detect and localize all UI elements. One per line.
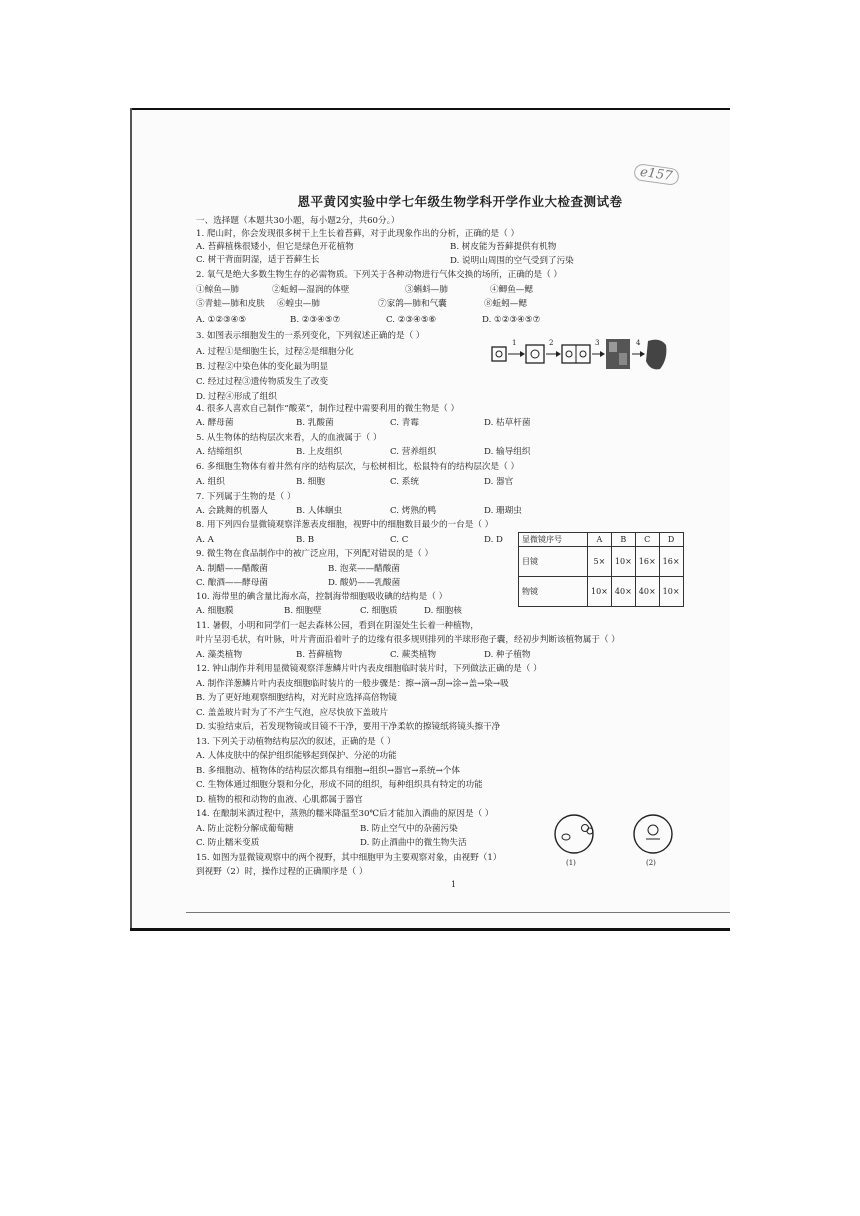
q12-option-a: A. 制作洋葱鳞片叶内表皮细胞临时装片的一般步骤是：擦→滴→刮→涂→盖→染→吸 <box>196 679 509 689</box>
q14-option-b: B. 防止空气中的杂菌污染 <box>360 824 458 834</box>
table-header-cell: D <box>659 533 683 547</box>
q2-item-1: ①鲸鱼—肺 <box>196 285 239 295</box>
q10-option-d: D. 细胞核 <box>424 606 462 616</box>
q5-option-c: C. 营养组织 <box>390 447 437 457</box>
question-4: 4. 很多人喜欢自己制作“酸菜”，制作过程中需要利用的微生物是（ ） <box>196 404 460 414</box>
q12-option-c: C. 盖盖玻片时为了不产生气泡，应尽快放下盖玻片 <box>196 708 389 718</box>
question-7: 7. 下列属于生物的是（ ） <box>196 492 296 502</box>
table-cell: 16× <box>659 547 683 577</box>
q13-option-b: B. 多细胞动、植物体的结构层次都具有细胞→组织→器官→系统→个体 <box>196 766 461 776</box>
question-15: 15. 如图为显微镜观察中的两个视野，其中细胞甲为主要观察对象，由视野（1） <box>196 853 502 863</box>
q14-option-a: A. 防止淀粉分解成葡萄糖 <box>196 824 294 834</box>
question-14: 14. 在酿制米酒过程中，蒸熟的糯米降温至30℃后才能加入酒曲的原因是（ ） <box>196 809 494 819</box>
q8-option-b: B. B <box>296 535 315 545</box>
fov-label-2: (2) <box>646 859 656 867</box>
q2-option-d: D. ①②③④⑤⑦ <box>482 315 541 325</box>
q11-option-b: B. 苔藓植物 <box>296 650 343 660</box>
field-of-view-1 <box>552 812 596 856</box>
q4-option-c: C. 青霉 <box>390 418 419 428</box>
q4-option-d: D. 枯草杆菌 <box>484 418 531 428</box>
q3-option-c: C. 经过过程③遗传物质发生了改变 <box>196 377 329 387</box>
q7-option-b: B. 人体蛔虫 <box>296 506 343 516</box>
table-cell: 10× <box>588 577 612 607</box>
q12-option-d: D. 实验结束后，若发现物镜或目镜不干净，要用干净柔软的擦镜纸将镜头擦干净 <box>196 722 501 732</box>
question-3: 3. 如图表示细胞发生的一系列变化，下列叙述正确的是（ ） <box>196 331 425 341</box>
q3-option-b: B. 过程②中染色体的变化最为明显 <box>196 362 329 372</box>
q9-option-a: A. 制醋——醋酸菌 <box>196 564 268 574</box>
q10-option-a: A. 细胞膜 <box>196 606 234 616</box>
q8-option-a: A. A <box>196 535 214 545</box>
fig-label-1: 1 <box>512 339 517 347</box>
q5-option-a: A. 结缔组织 <box>196 447 243 457</box>
q8-option-c: C. C <box>390 535 409 545</box>
q5-option-b: B. 上皮组织 <box>296 447 343 457</box>
q2-item-6: ⑥蝗虫—肺 <box>277 299 320 309</box>
question-9: 9. 微生物在食品制作中的被广泛应用，下列配对错误的是（ ） <box>196 549 434 559</box>
q1-option-d: D. 说明山周围的空气受到了污染 <box>450 256 574 266</box>
q10-option-c: C. 细胞质 <box>360 606 398 616</box>
question-5: 5. 从生物体的结构层次来看，人的血液属于（ ） <box>196 433 382 443</box>
table-row <box>519 547 684 577</box>
table-row <box>519 577 684 607</box>
table-header-cell: B <box>611 533 635 547</box>
handwritten-code: e157 <box>633 163 679 186</box>
q6-option-d: D. 器官 <box>484 477 514 487</box>
q1-option-c: C. 树干背面阴湿，适于苔藓生长 <box>196 255 320 265</box>
paper-bottom-edge <box>130 928 730 931</box>
q8-option-d: D. D <box>484 535 503 545</box>
fig-label-4: 4 <box>636 339 641 347</box>
q7-option-c: C. 烤熟的鸭 <box>390 506 437 516</box>
q1-option-b: B. 树皮能为苔藓提供有机物 <box>450 242 557 252</box>
q2-option-b: B. ②③④⑤⑦ <box>290 315 341 325</box>
field-of-view-2 <box>631 812 675 856</box>
q6-option-a: A. 组织 <box>196 477 225 487</box>
fov-label-1: (1) <box>566 859 576 867</box>
q2-item-3: ③蝌蚪—肺 <box>405 285 448 295</box>
question-15-cont: 到视野（2）时，操作过程的正确顺序是（ ） <box>196 867 368 877</box>
question-13: 13. 下列关于动植物结构层次的叙述，正确的是（ ） <box>196 737 396 747</box>
q14-option-c: C. 防止糯米变质 <box>196 838 260 848</box>
table-cell: 5× <box>588 547 612 577</box>
table-cell: 10× <box>611 547 635 577</box>
q7-option-a: A. 会跳舞的机器人 <box>196 506 268 516</box>
table-header-cell: 显微镜序号 <box>519 533 588 547</box>
q7-option-d: D. 珊瑚虫 <box>484 506 522 516</box>
q2-item-4: ④鲫鱼—鳃 <box>490 285 533 295</box>
q11-option-d: D. 种子植物 <box>484 650 531 660</box>
q3-option-a: A. 过程①是细胞生长，过程②是细胞分化 <box>196 347 354 357</box>
q11-option-a: A. 藻类植物 <box>196 650 243 660</box>
microscope-table <box>518 532 684 607</box>
paper-left-edge <box>130 108 132 930</box>
cell-division-figure <box>490 337 670 373</box>
q13-option-d: D. 植物的根和动物的血液、心肌都属于器官 <box>196 795 363 805</box>
question-11-cont: 叶片呈羽毛状，有叶脉，叶片背面沿着叶子的边缘有很多规则排列的半球形孢子囊，经初步判断该植物属于（ ） <box>196 635 620 645</box>
table-cell: 40× <box>635 577 659 607</box>
q6-option-c: C. 系统 <box>390 477 419 487</box>
table-header-cell: C <box>635 533 659 547</box>
table-header-cell: A <box>588 533 612 547</box>
question-11: 11. 暑假，小明和同学们一起去森林公园，看到在阴湿处生长着一种植物， <box>196 621 479 631</box>
q9-option-d: D. 酸奶——乳酸菌 <box>328 578 401 588</box>
q10-option-b: B. 细胞壁 <box>284 606 322 616</box>
q6-option-b: B. 细胞 <box>296 477 325 487</box>
table-cell: 16× <box>635 547 659 577</box>
q11-option-c: C. 蕨类植物 <box>390 650 437 660</box>
fig-label-3: 3 <box>595 339 600 347</box>
q1-option-a: A. 苔藓植株很矮小，但它是绿色开花植物 <box>196 242 354 252</box>
question-12: 12. 钟山制作并利用显微镜观察洋葱鳞片叶内表皮细胞临时装片时，下列做法正确的是（ ） <box>196 664 542 674</box>
fig-label-2: 2 <box>549 339 554 347</box>
question-1: 1. 爬山时，你会发现很多树干上生长着苔藓，对于此现象作出的分析，正确的是（ ） <box>196 229 520 239</box>
q4-option-b: B. 乳酸菌 <box>296 418 334 428</box>
question-2: 2. 氧气是绝大多数生物生存的必需物质。下列关于各种动物进行气体交换的场所，正确的是（ ） <box>196 270 563 280</box>
table-row-label: 目镜 <box>519 547 588 577</box>
q3-option-d: D. 过程④形成了组织 <box>196 392 277 402</box>
q9-option-c: C. 酿酒——酵母菌 <box>196 578 268 588</box>
table-cell: 40× <box>611 577 635 607</box>
q5-option-d: D. 输导组织 <box>484 447 531 457</box>
table-cell: 10× <box>659 577 683 607</box>
table-row-label: 物镜 <box>519 577 588 607</box>
q4-option-a: A. 酵母菌 <box>196 418 234 428</box>
q2-option-a: A. ①②③④⑤ <box>196 315 247 325</box>
q9-option-b: B. 泡菜——醋酸菌 <box>328 564 400 574</box>
q2-item-7: ⑦家鸽—肺和气囊 <box>378 299 447 309</box>
table-header-row <box>519 533 684 547</box>
section-heading: 一、选择题（本题共30小题，每小题2分，共60分。） <box>196 216 400 226</box>
q14-option-d: D. 防止酒曲中的微生物失活 <box>360 838 467 848</box>
q12-option-b: B. 为了更好地观察细胞结构，对光时应选择高倍物镜 <box>196 693 397 703</box>
q13-option-a: A. 人体皮肤中的保护组织能够起到保护、分泌的功能 <box>196 751 397 761</box>
q2-item-5: ⑤青蛙—肺和皮肤 <box>196 299 265 309</box>
exam-title: 恩平黄冈实验中学七年级生物学科开学作业大检查测试卷 <box>297 194 623 209</box>
q13-option-c: C. 生物体通过细胞分裂和分化，形成不同的组织，每种组织具有特定的功能 <box>196 780 483 790</box>
question-10: 10. 海带里的碘含量比海水高，控制海带细胞吸收碘的结构是（ ） <box>196 592 448 602</box>
q2-option-c: C. ②③④⑤⑥ <box>386 315 437 325</box>
q2-item-2: ②蚯蚓—湿润的体壁 <box>272 285 350 295</box>
q2-item-8: ⑧蚯蚓—鳃 <box>484 299 527 309</box>
question-8: 8. 用下列四台显微镜观察洋葱表皮细胞，视野中的细胞数目最少的一台是（ ） <box>196 520 494 530</box>
question-6: 6. 多细胞生物体有着井然有序的结构层次，与松树相比，松鼠特有的结构层次是（ ） <box>196 462 520 472</box>
footer-rule <box>186 912 730 913</box>
paper-top-edge <box>130 108 730 110</box>
page-number: 1 <box>451 880 457 889</box>
